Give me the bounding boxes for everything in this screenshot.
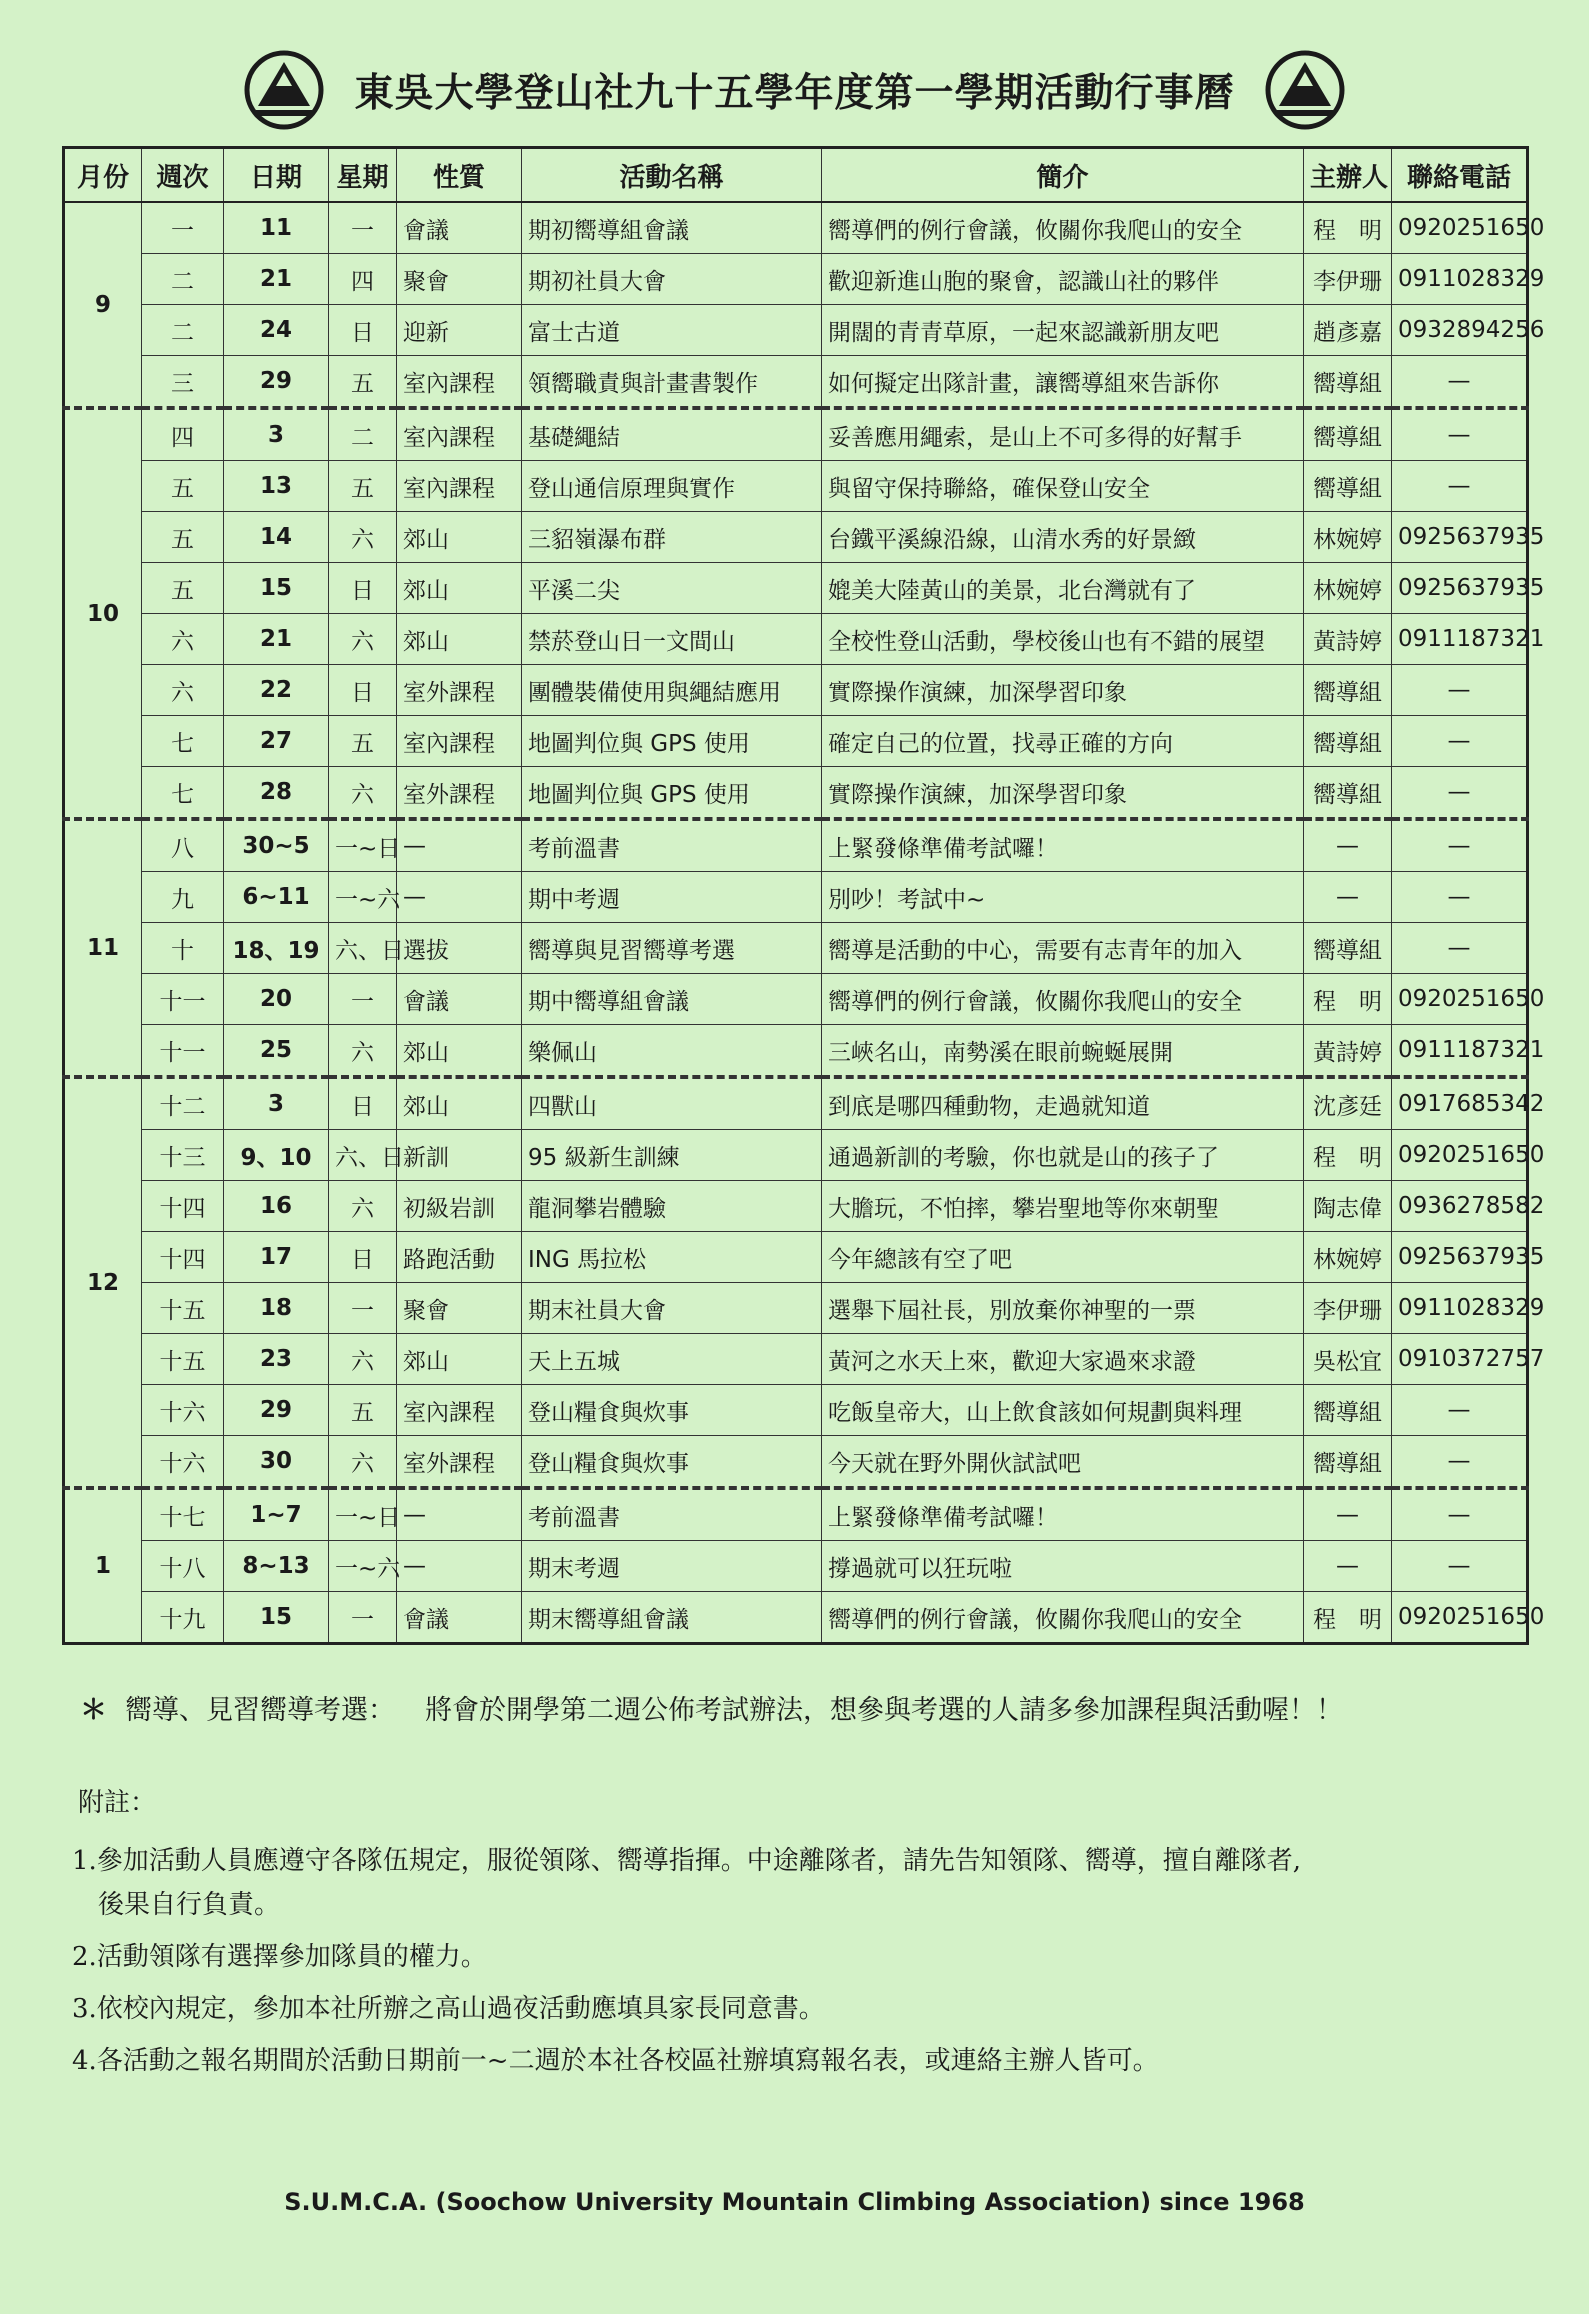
date-cell: 27 [224,716,329,767]
week-cell: 十一 [142,1025,224,1078]
week-cell: 十六 [142,1436,224,1489]
table-row [64,1181,1528,1232]
activity-name-cell: 三貂嶺瀑布群 [522,512,822,563]
phone-cell: — [1392,356,1528,409]
activity-name-cell: 基礎繩結 [522,408,822,461]
week-cell: 五 [142,461,224,512]
table-row [64,1541,1528,1592]
table-row [64,1436,1528,1489]
header-week: 週次 [142,148,224,203]
table-row [64,1385,1528,1436]
phone-cell: — [1392,1488,1528,1541]
weekday-cell: 日 [329,563,397,614]
weekday-cell: 六 [329,614,397,665]
phone-cell: — [1392,1436,1528,1489]
week-cell: 十 [142,923,224,974]
date-cell: 9、10 [224,1130,329,1181]
date-cell: 25 [224,1025,329,1078]
footnote-item: 後果自行負責。 [72,1890,281,1920]
weekday-cell: 日 [329,665,397,716]
type-cell: 室內課程 [397,461,522,512]
date-cell: 29 [224,1385,329,1436]
description-cell: 實際操作演練，加深學習印象 [822,665,1304,716]
date-cell: 18、19 [224,923,329,974]
description-cell: 開闊的青青草原，一起來認識新朋友吧 [822,305,1304,356]
type-cell: 郊山 [397,1334,522,1385]
table-row [64,1130,1528,1181]
host-cell: 嚮導組 [1304,716,1392,767]
description-cell: 實際操作演練，加深學習印象 [822,767,1304,820]
host-cell: 李伊珊 [1304,254,1392,305]
activity-name-cell: 期初社員大會 [522,254,822,305]
week-cell: 十九 [142,1592,224,1644]
activity-name-cell: ING 馬拉松 [522,1232,822,1283]
table-row [64,1592,1528,1644]
description-cell: 三峽名山，南勢溪在眼前蜿蜒展開 [822,1025,1304,1078]
description-cell: 確定自己的位置，找尋正確的方向 [822,716,1304,767]
week-cell: 六 [142,665,224,716]
type-cell: 新訓 [397,1130,522,1181]
host-cell: 林婉婷 [1304,512,1392,563]
host-cell: 程 明 [1304,1130,1392,1181]
activity-name-cell: 期初嚮導組會議 [522,202,822,254]
activity-name-cell: 期末社員大會 [522,1283,822,1334]
type-cell: 室內課程 [397,1385,522,1436]
weekday-cell: 五 [329,716,397,767]
weekday-cell: 六 [329,1025,397,1078]
week-cell: 九 [142,872,224,923]
phone-cell: — [1392,872,1528,923]
week-cell: 十四 [142,1181,224,1232]
weekday-cell: 日 [329,1077,397,1130]
week-cell: 十四 [142,1232,224,1283]
date-cell: 17 [224,1232,329,1283]
type-cell: 聚會 [397,1283,522,1334]
table-row [64,1488,1528,1541]
table-row [64,872,1528,923]
activity-name-cell: 登山通信原理與實作 [522,461,822,512]
description-cell: 嚮導是活動的中心，需要有志青年的加入 [822,923,1304,974]
activity-name-cell: 嚮導與見習嚮導考選 [522,923,822,974]
table-row [64,1334,1528,1385]
phone-cell: 0911028329 [1392,254,1528,305]
activity-name-cell: 領嚮職責與計畫書製作 [522,356,822,409]
description-cell: 全校性登山活動，學校後山也有不錯的展望 [822,614,1304,665]
description-cell: 與留守保持聯絡，確保登山安全 [822,461,1304,512]
host-cell: 林婉婷 [1304,563,1392,614]
header-phone: 聯絡電話 [1392,148,1528,203]
activity-name-cell: 期末嚮導組會議 [522,1592,822,1644]
weekday-cell: 五 [329,461,397,512]
type-cell: 迎新 [397,305,522,356]
phone-cell: 0911187321 [1392,614,1528,665]
mountain-logo-icon [1265,50,1345,130]
description-cell: 上緊發條準備考試囉！ [822,819,1304,872]
weekday-cell: 一~日 [329,1488,397,1541]
description-cell: 到底是哪四種動物，走過就知道 [822,1077,1304,1130]
activity-name-cell: 期中嚮導組會議 [522,974,822,1025]
date-cell: 24 [224,305,329,356]
week-cell: 五 [142,563,224,614]
week-cell: 四 [142,408,224,461]
weekday-cell: 六 [329,1436,397,1489]
table-row [64,767,1528,820]
weekday-cell: 四 [329,254,397,305]
date-cell: 30 [224,1436,329,1489]
weekday-cell: 六 [329,1334,397,1385]
phone-cell: 0920251650 [1392,974,1528,1025]
phone-cell: — [1392,716,1528,767]
phone-cell: 0910372757 [1392,1334,1528,1385]
date-cell: 21 [224,254,329,305]
type-cell: 室外課程 [397,1436,522,1489]
week-cell: 十七 [142,1488,224,1541]
phone-cell: — [1392,819,1528,872]
description-cell: 黃河之水天上來，歡迎大家過來求證 [822,1334,1304,1385]
date-cell: 20 [224,974,329,1025]
activity-calendar-table [62,146,1545,1645]
type-cell: — [397,1488,522,1541]
weekday-cell: 六、日 [329,923,397,974]
table-row [64,202,1528,254]
note-text: 將會於開學第二週公佈考試辦法，想參與考選的人請多參加課程與活動喔！！ [425,1695,1343,1726]
activity-name-cell: 禁菸登山日一文間山 [522,614,822,665]
phone-cell: 0925637935 [1392,1232,1528,1283]
week-cell: 二 [142,254,224,305]
week-cell: 十六 [142,1385,224,1436]
week-cell: 一 [142,202,224,254]
weekday-cell: 二 [329,408,397,461]
description-cell: 嚮導們的例行會議，攸關你我爬山的安全 [822,1592,1304,1644]
header-description: 簡介 [822,148,1304,203]
host-cell: 程 明 [1304,1592,1392,1644]
weekday-cell: 日 [329,1232,397,1283]
host-cell: 嚮導組 [1304,1436,1392,1489]
table-row [64,819,1528,872]
phone-cell: 0925637935 [1392,512,1528,563]
type-cell: 會議 [397,202,522,254]
activity-name-cell: 地圖判位與 GPS 使用 [522,716,822,767]
date-cell: 30~5 [224,819,329,872]
week-cell: 十一 [142,974,224,1025]
description-cell: 今年總該有空了吧 [822,1232,1304,1283]
weekday-cell: 一~六 [329,1541,397,1592]
type-cell: 郊山 [397,563,522,614]
week-cell: 十二 [142,1077,224,1130]
host-cell: 嚮導組 [1304,408,1392,461]
footnotes-title: 附註： [78,1788,157,1818]
date-cell: 23 [224,1334,329,1385]
weekday-cell: 六、日 [329,1130,397,1181]
date-cell: 3 [224,1077,329,1130]
table-row [64,1025,1528,1078]
description-cell: 通過新訓的考驗，你也就是山的孩子了 [822,1130,1304,1181]
date-cell: 15 [224,1592,329,1644]
table-row [64,1232,1528,1283]
phone-cell: — [1392,665,1528,716]
month-cell: 10 [64,408,142,819]
activity-name-cell: 四獸山 [522,1077,822,1130]
description-cell: 大膽玩，不怕摔，攀岩聖地等你來朝聖 [822,1181,1304,1232]
week-cell: 七 [142,716,224,767]
table-row [64,461,1528,512]
month-cell: 9 [64,202,142,408]
date-cell: 14 [224,512,329,563]
date-cell: 21 [224,614,329,665]
table-row [64,1077,1528,1130]
table-row [64,512,1528,563]
table-row [64,665,1528,716]
table-row [64,974,1528,1025]
table-row [64,923,1528,974]
weekday-cell: 一 [329,1592,397,1644]
type-cell: 郊山 [397,1077,522,1130]
month-cell: 11 [64,819,142,1077]
phone-cell: 0917685342 [1392,1077,1528,1130]
month-cell: 12 [64,1077,142,1488]
description-cell: 嚮導們的例行會議，攸關你我爬山的安全 [822,974,1304,1025]
activity-name-cell: 富士古道 [522,305,822,356]
host-cell: — [1304,819,1392,872]
activity-name-cell: 期末考週 [522,1541,822,1592]
type-cell: — [397,1541,522,1592]
host-cell: 程 明 [1304,974,1392,1025]
phone-cell: — [1392,1385,1528,1436]
description-cell: 吃飯皇帝大，山上飲食該如何規劃與料理 [822,1385,1304,1436]
description-cell: 台鐵平溪線沿線，山清水秀的好景緻 [822,512,1304,563]
footnote-item: 3.依校內規定，參加本社所辦之高山過夜活動應填具家長同意書。 [72,1994,825,2024]
weekday-cell: 六 [329,1181,397,1232]
host-cell: 林婉婷 [1304,1232,1392,1283]
date-cell: 3 [224,408,329,461]
week-cell: 十八 [142,1541,224,1592]
page-title: 東吳大學登山社九十五學年度第一學期活動行事曆 [354,70,1235,116]
host-cell: 嚮導組 [1304,923,1392,974]
activity-name-cell: 考前溫書 [522,1488,822,1541]
date-cell: 13 [224,461,329,512]
activity-name-cell: 期中考週 [522,872,822,923]
host-cell: — [1304,1488,1392,1541]
weekday-cell: 日 [329,305,397,356]
date-cell: 1~7 [224,1488,329,1541]
footer-association: S.U.M.C.A. (Soochow University Mountain Climbing Association) since 1968 [284,2188,1305,2216]
table-row [64,1283,1528,1334]
type-cell: 選拔 [397,923,522,974]
weekday-cell: 一 [329,1283,397,1334]
weekday-cell: 五 [329,1385,397,1436]
host-cell: 趙彥嘉 [1304,305,1392,356]
description-cell: 選舉下屆社長，別放棄你神聖的一票 [822,1283,1304,1334]
activity-name-cell: 考前溫書 [522,819,822,872]
header-host: 主辦人 [1304,148,1392,203]
phone-cell: 0920251650 [1392,202,1528,254]
type-cell: 室內課程 [397,716,522,767]
host-cell: 沈彥廷 [1304,1077,1392,1130]
type-cell: 室外課程 [397,665,522,716]
table-row [64,254,1528,305]
header-type: 性質 [397,148,522,203]
description-cell: 歡迎新進山胞的聚會，認識山社的夥伴 [822,254,1304,305]
activity-name-cell: 95 級新生訓練 [522,1130,822,1181]
host-cell: 程 明 [1304,202,1392,254]
host-cell: 陶志偉 [1304,1181,1392,1232]
activity-name-cell: 登山糧食與炊事 [522,1436,822,1489]
activity-name-cell: 平溪二尖 [522,563,822,614]
header-date: 日期 [224,148,329,203]
activity-name-cell: 團體裝備使用與繩結應用 [522,665,822,716]
week-cell: 十三 [142,1130,224,1181]
title-row [0,40,1589,140]
table-row [64,305,1528,356]
phone-cell: 0932894256 [1392,305,1528,356]
date-cell: 28 [224,767,329,820]
type-cell: 會議 [397,974,522,1025]
description-cell: 撐過就可以狂玩啦 [822,1541,1304,1592]
type-cell: 郊山 [397,1025,522,1078]
phone-cell: — [1392,923,1528,974]
weekday-cell: 六 [329,767,397,820]
description-cell: 媲美大陸黃山的美景，北台灣就有了 [822,563,1304,614]
host-cell: 吳松宜 [1304,1334,1392,1385]
host-cell: 嚮導組 [1304,356,1392,409]
weekday-cell: 一 [329,202,397,254]
header-weekday: 星期 [329,148,397,203]
host-cell: — [1304,872,1392,923]
description-cell: 今天就在野外開伙試試吧 [822,1436,1304,1489]
table-row [64,716,1528,767]
note-lead: 嚮導、見習嚮導考選： [125,1695,395,1726]
mountain-logo-icon [244,50,324,130]
type-cell: 聚會 [397,254,522,305]
table-row [64,563,1528,614]
type-cell: 初級岩訓 [397,1181,522,1232]
date-cell: 16 [224,1181,329,1232]
host-cell: 嚮導組 [1304,461,1392,512]
type-cell: 路跑活動 [397,1232,522,1283]
weekday-cell: 六 [329,512,397,563]
selection-note [80,1688,1343,1727]
phone-cell: 0920251650 [1392,1130,1528,1181]
phone-cell: 0911187321 [1392,1025,1528,1078]
activity-name-cell: 樂佩山 [522,1025,822,1078]
type-cell: 會議 [397,1592,522,1644]
host-cell: 嚮導組 [1304,1385,1392,1436]
type-cell: 室內課程 [397,356,522,409]
phone-cell: 0911028329 [1392,1283,1528,1334]
phone-cell: 0925637935 [1392,563,1528,614]
description-cell: 上緊發條準備考試囉！ [822,1488,1304,1541]
phone-cell: — [1392,767,1528,820]
table-header-row [64,148,1528,203]
table-row [64,408,1528,461]
week-cell: 八 [142,819,224,872]
host-cell: — [1304,1541,1392,1592]
type-cell: 室內課程 [397,408,522,461]
host-cell: 黃詩婷 [1304,614,1392,665]
week-cell: 三 [142,356,224,409]
week-cell: 六 [142,614,224,665]
footnote-item: 2.活動領隊有選擇參加隊員的權力。 [72,1942,487,1972]
weekday-cell: 一~日 [329,819,397,872]
date-cell: 8~13 [224,1541,329,1592]
host-cell: 嚮導組 [1304,767,1392,820]
activity-name-cell: 天上五城 [522,1334,822,1385]
date-cell: 11 [224,202,329,254]
host-cell: 黃詩婷 [1304,1025,1392,1078]
month-cell: 1 [64,1488,142,1644]
header-activity: 活動名稱 [522,148,822,203]
description-cell: 如何擬定出隊計畫，讓嚮導組來告訴你 [822,356,1304,409]
activity-name-cell: 登山糧食與炊事 [522,1385,822,1436]
footnote-item: 4.各活動之報名期間於活動日期前一~二週於本社各校區社辦填寫報名表，或連絡主辦人皆可。 [72,2046,1159,2076]
phone-cell: — [1392,461,1528,512]
footnote-item: 1.參加活動人員應遵守各隊伍規定，服從領隊、嚮導指揮。中途離隊者，請先告知領隊、嚮導，擅自離隊者, [72,1846,1302,1876]
description-cell: 別吵！考試中~ [822,872,1304,923]
phone-cell: 0936278582 [1392,1181,1528,1232]
date-cell: 29 [224,356,329,409]
weekday-cell: 一~六 [329,872,397,923]
activity-name-cell: 地圖判位與 GPS 使用 [522,767,822,820]
week-cell: 十五 [142,1283,224,1334]
weekday-cell: 五 [329,356,397,409]
header-month: 月份 [64,148,142,203]
table-row [64,614,1528,665]
table-row [64,356,1528,409]
phone-cell: — [1392,1541,1528,1592]
description-cell: 妥善應用繩索，是山上不可多得的好幫手 [822,408,1304,461]
week-cell: 十五 [142,1334,224,1385]
date-cell: 6~11 [224,872,329,923]
date-cell: 15 [224,563,329,614]
type-cell: — [397,872,522,923]
weekday-cell: 一 [329,974,397,1025]
description-cell: 嚮導們的例行會議，攸關你我爬山的安全 [822,202,1304,254]
host-cell: 李伊珊 [1304,1283,1392,1334]
phone-cell: — [1392,408,1528,461]
week-cell: 二 [142,305,224,356]
type-cell: 郊山 [397,512,522,563]
date-cell: 18 [224,1283,329,1334]
host-cell: 嚮導組 [1304,665,1392,716]
type-cell: 室外課程 [397,767,522,820]
activity-name-cell: 龍洞攀岩體驗 [522,1181,822,1232]
week-cell: 五 [142,512,224,563]
week-cell: 七 [142,767,224,820]
date-cell: 22 [224,665,329,716]
type-cell: 郊山 [397,614,522,665]
type-cell: — [397,819,522,872]
asterisk-icon: ＊ [80,1695,107,1726]
phone-cell: 0920251650 [1392,1592,1528,1644]
